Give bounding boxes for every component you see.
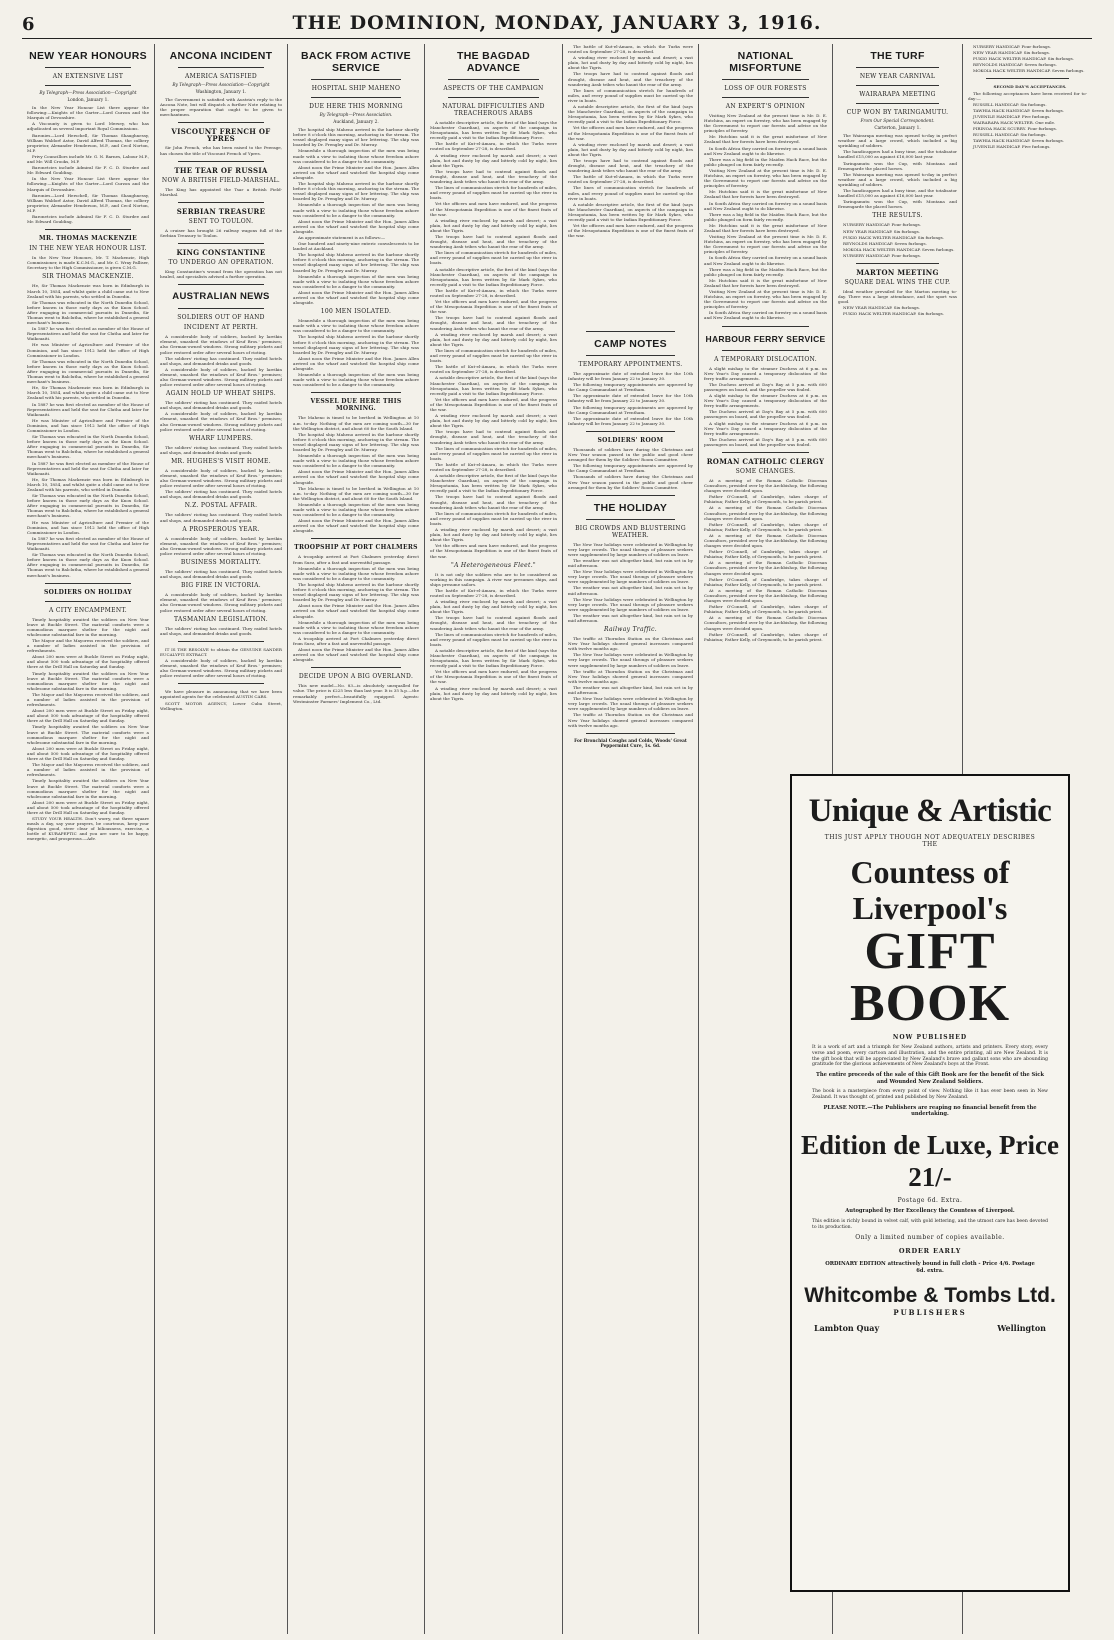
article-subheading: BUSINESS MORTALITY. [180,559,262,567]
article-subheading: SENT TO TOULON. [188,217,254,225]
article-subheading: NOW A BRITISH FIELD-MARSHAL. [161,176,281,184]
article-heading: HARBOUR FERRY SERVICE [705,333,826,344]
article-subheading: SOLDIERS OUT OF HAND [177,314,265,322]
article-subheading: IN THE NEW YEAR HONOUR LIST. [29,245,147,253]
dateline: Washington, January 1. [195,90,247,95]
article-heading: SERBIAN TREASURE [176,206,266,216]
ad-ordinary-edition: ORDINARY EDITION attractively bound in full cloth - Price 4/6. Postage 6d. extra. [825,1261,1035,1274]
gift-book-advertisement [790,774,1070,1592]
ad-publisher-name: Whitcombe & Tombs Ltd. [804,1284,1056,1308]
ad-description: It is a work of art and a triumph for New Zealand authors, artists and printers. Every story, every verse and poem, every cartoon and illustration, and the entire printing, all are New Zealand. It is the gift book that will be appreciated by New Zealand's brave and gallant sons who are abounding gratitude for the glorious achievements of New Zealand's boys at the Front. [812,1045,1048,1068]
article-body: In the New Year Honour List there appear the following:—Knights of the Garter—Lord Curzon and the Marquis of Devonshire. A Viscounty is given to Lord Mersey, who has adjudicated on several important Royal Commissions. Baronies—Lord Herschell, Sir Thomas Shaughnessy, William Waldorf Astor, David Alfred Thomas, the colliery proprietor, Alexander Henderson, M.P., and Cecil Norton, M.P. Privy Councillors include Mr. G. N. Barnes, Labour M.P., and Mr. Will Crooks, M.P. Baronetcies include Admiral Sir F. C. D. Sturdee and Mr. Edward Goulding. In the New Year Honour List there appear the following:—Knights of the Garter—Lord Curzon and the Marquis of Devonshire. Baronies—Lord Herschell, Sir Thomas Shaughnessy, William Waldorf Astor, David Alfred Thomas, the colliery proprietor, Alexander Henderson, M.P., and Cecil Norton, M.P. Baronetcies include Admiral Sir F. C. D. Sturdee and Mr. Edward Goulding. [27,105,149,225]
article-heading: NEW YEAR HONOURS [29,50,147,62]
article-subheading: 100 MEN ISOLATED. [320,308,392,316]
ad-please-note: PLEASE NOTE.—The Publishers are reaping no financial benefit from the undertaking. [823,1104,1037,1117]
article-heading: SOLDIERS' ROOM [597,436,664,444]
article-subheading: A CITY ENCAMPMENT. [48,606,127,614]
page-number: 6 [22,14,35,35]
ad-order-early: ORDER EARLY [898,1247,962,1256]
article-subheading: THE RESULTS. [872,212,923,220]
article-heading: NATIONAL MISFORTUNE [729,50,802,74]
article-heading: CAMP NOTES [594,338,667,350]
article-subheading: NEW YEAR CARNIVAL [859,73,936,80]
article-body: Timely hospitality awaited the soldiers on New Year leave at Buckle Street. The material comforts were a commodious marquee shelter for the night and wholesome substantial fare in the morning. The Mayor and the Mayoress received the soldiers, and a number of ladies assisted in the provision of refreshments. About 200 men were at Buckle Street on Friday night, and about 500 took advantage of the hospitality offered there at the Drill Hall on Saturday and Sunday. Timely hospitality awaited the soldiers on New Year leave at Buckle Street. The material comforts were a commodious marquee shelter for the night and wholesome substantial fare in the morning. The Mayor and the Mayoress received the soldiers, and a number of ladies assisted in the provision of refreshments. About 200 men were at Buckle Street on Friday night, and about 500 took advantage of the hospitality offered there at the Drill Hall on Saturday and Sunday. Timely hospitality awaited the soldiers on New Year leave at Buckle Street. The material comforts were a commodious marquee shelter for the night and wholesome substantial fare in the morning. About 200 men were at Buckle Street on Friday night, and about 500 took advantage of the hospitality offered there at the Drill Hall on Saturday and Sunday. The Mayor and the Mayoress received the soldiers, and a number of ladies assisted in the provision of refreshments. Timely hospitality awaited the soldiers on New Year leave at Buckle Street. The material comforts were a commodious marquee shelter for the night and wholesome substantial fare in the morning. About 200 men were at Buckle Street on Friday night, and about 500 took advantage of the hospitality offered there at the Drill Hall on Saturday and Sunday. STUDY YOUR HEALTH. Don't worry, eat three square meals a day, say your prayers, be courteous, keep your digestion good, steer clear of biliousness, exercise, a bottle of KURAPEPTIC and you are sure to be happy, energetic, and prosperous.—Adv. [27,616,149,842]
ad-tagline: THIS JUST APPLY THOUGH NOT ADEQUATELY DESCRIBES THE [824,834,1036,848]
dateline: London, January 1. [67,98,109,103]
article-heading: BACK FROM ACTIVE SERVICE [301,50,411,74]
article-subheading: TASMANIAN LEGISLATION. [174,615,268,623]
ad-title-gift-book: GIFT BOOK [849,923,1011,1032]
column-2: ANCONA INCIDENT AMERICA SATISFIED By Telegraph—Press Association—Copyright Washington, January 1. The Government is satisfied with Austria's reply to the Ancona Note, but will dispatch a further Note relating to the proper reparation that ought to be given to merchantmen. VISCOUNT FRENCH OF YPRES Sir John French, who has been raised to the Peerage, has chosen the title of Viscount French of Ypres. THE TEAR OF RUSSIA NOW A BRITISH FIELD-MARSHAL. The King has appointed the Tsar a British Field-Marshal. SERBIAN TREASURE SENT TO TOULON. A cruiser has brought 26 railway wagons full of the Serbian Treasury to Toulon. KING CONSTANTINE TO UNDERGO AN OPERATION. King Constantine's wound from the operation has not healed, and specialists advised a further operation. AUSTRALIAN NEWS SOLDIERS OUT OF HAND INCIDENT AT PERTH. A considerable body of soldiers, backed by larrikin element, smashed the windows of Kruf Bros.' premises; also German-owned windows. Strong military pickets and police restored order after several hours of rioting. The soldiers' rioting has continued. They raided hotels and shops, and demanded drinks and goods. A considerable body of soldiers, backed by larrikin element, smashed the windows of Kruf Bros.' premises; also German-owned windows. Strong military pickets and police restored order after several hours of rioting. AGAIN HOLD UP WHEAT SHIPS. The soldiers' rioting has continued. They raided hotels and shops, and demanded drinks and goods. A considerable body of soldiers, backed by larrikin element, smashed the windows of Kruf Bros.' premises; also German-owned windows. Strong military pickets and police restored order after several hours of rioting. WHARF LUMPERS. The soldiers' rioting has continued. They raided hotels and shops, and demanded drinks and goods. MR. HUGHES'S VISIT HOME. A considerable body of soldiers, backed by larrikin element, smashed the windows of Kruf Bros.' premises; also German-owned windows. Strong military pickets and police restored order after several hours of rioting. The soldiers' rioting has continued. They raided hotels and shops, and demanded drinks and goods. N.Z. POSTAL AFFAIR. The soldiers' rioting has continued. They raided hotels and shops, and demanded drinks and goods. A PROSPEROUS YEAR. A considerable body of soldiers, backed by larrikin element, smashed the windows of Kruf Bros.' premises; also German-owned windows. Strong military pickets and police restored order after several hours of rioting. BUSINESS MORTALITY. The soldiers' rioting has continued. They raided hotels and shops, and demanded drinks and goods. BIG FIRE IN VICTORIA. A considerable body of soldiers, backed by larrikin element, smashed the windows of Kruf Bros.' premises; also German-owned windows. Strong military pickets and police restored order after several hours of rioting. TASMANIAN LEGISLATION. The soldiers' rioting has continued. They raided hotels and shops, and demanded drinks and goods. IT IS THE RESOLVE to obtain the GENUINE SANDER EUCALYPTI EXTRACT. A considerable body of soldiers, backed by larrikin element, smashed the windows of Kruf Bros.' premises; also German-owned windows. Strong military pickets and police restored order after several hours of rioting. We have pleasure in announcing that we have been appointed agents for the celebrated AUSTIN CARS. SCOTT MOTOR AGENCY, Lower Cuba Street, Wellington. [155,44,288,1634]
article-heading: SOLDIERS ON HOLIDAY [43,588,133,596]
ad-autograph: Autographed by Her Excellency the Countess of Liverpool. [845,1208,1015,1215]
article-subheading: A TEMPORARY DISLOCATION. [714,355,817,363]
article-heading: THE BAGDAD ADVANCE [457,50,530,74]
ad-postage: Postage 6d. Extra. [897,1197,963,1205]
column-3: BACK FROM ACTIVE SERVICE HOSPITAL SHIP MAHENO DUE HERE THIS MORNING By Telegraph—Press Association. Auckland, January 2. The hospital ship Maheno arrived in the harbour shortly before 8 o'clock this morning, anchoring in the stream. The vessel displayed many signs of her lettering. The ship was boarded by Dr. Frengley and Dr. Murray. Meanwhile a thorough inspection of the men was being made with a view to isolating those whose freedom ashore was considered to be a danger to the community. About noon the Prime Minister and the Hon. James Allen arrived on the wharf and watched the hospital ship come alongside. The hospital ship Maheno arrived in the harbour shortly before 8 o'clock this morning, anchoring in the stream. The vessel displayed many signs of her lettering. The ship was boarded by Dr. Frengley and Dr. Murray. Meanwhile a thorough inspection of the men was being made with a view to isolating those whose freedom ashore was considered to be a danger to the community. About noon the Prime Minister and the Hon. James Allen arrived on the wharf and watched the hospital ship come alongside. An approximate statement is as follows:— One hundred and ninety-nine enteric convalescents to be landed at Auckland. The hospital ship Maheno arrived in the harbour shortly before 8 o'clock this morning, anchoring in the stream. The vessel displayed many signs of her lettering. The ship was boarded by Dr. Frengley and Dr. Murray. Meanwhile a thorough inspection of the men was being made with a view to isolating those whose freedom ashore was considered to be a danger to the community. About noon the Prime Minister and the Hon. James Allen arrived on the wharf and watched the hospital ship come alongside. 100 MEN ISOLATED. Meanwhile a thorough inspection of the men was being made with a view to isolating those whose freedom ashore was considered to be a danger to the community. The hospital ship Maheno arrived in the harbour shortly before 8 o'clock this morning, anchoring in the stream. The vessel displayed many signs of her lettering. The ship was boarded by Dr. Frengley and Dr. Murray. About noon the Prime Minister and the Hon. James Allen arrived on the wharf and watched the hospital ship come alongside. Meanwhile a thorough inspection of the men was being made with a view to isolating those whose freedom ashore was considered to be a danger to the community. VESSEL DUE HERE THIS MORNING. The Maheno is timed to be berthed in Wellington at 10 a.m. to-day. Nothing of the men are coming south—30 for the Wellington district, and about 60 for the South Island. The hospital ship Maheno arrived in the harbour shortly before 8 o'clock this morning, anchoring in the stream. The vessel displayed many signs of her lettering. The ship was boarded by Dr. Frengley and Dr. Murray. Meanwhile a thorough inspection of the men was being made with a view to isolating those whose freedom ashore was considered to be a danger to the community. About noon the Prime Minister and the Hon. James Allen arrived on the wharf and watched the hospital ship come alongside. The Maheno is timed to be berthed in Wellington at 10 a.m. to-day. Nothing of the men are coming south—30 for the Wellington district, and about 60 for the South Island. Meanwhile a thorough inspection of the men was being made with a view to isolating those whose freedom ashore was considered to be a danger to the community. About noon the Prime Minister and the Hon. James Allen arrived on the wharf and watched the hospital ship come alongside. TROOPSHIP AT PORT CHALMERS A troopship arrived at Port Chalmers yesterday direct from Suez, after a fast and uneventful passage. Meanwhile a thorough inspection of the men was being made with a view to isolating those whose freedom ashore was considered to be a danger to the community. The hospital ship Maheno arrived in the harbour shortly before 8 o'clock this morning, anchoring in the stream. The vessel displayed many signs of her lettering. The ship was boarded by Dr. Frengley and Dr. Murray. About noon the Prime Minister and the Hon. James Allen arrived on the wharf and watched the hospital ship come alongside. Meanwhile a thorough inspection of the men was being made with a view to isolating those whose freedom ashore was considered to be a danger to the community. A troopship arrived at Port Chalmers yesterday direct from Suez, after a fast and uneventful passage. About noon the Prime Minister and the Hon. James Allen arrived on the wharf and watched the hospital ship come alongside. DECIDE UPON A BIG OVERLAND. This new model—No. 83—is absolutely unequalled for value. The price is £225 less than last year. It is 35 h.p.—the remarkably perfect—beautifully equipped. Agents: Westminster Farmers' Implement Co., Ltd. [288,44,425,1634]
article-subheading: CUP WON BY TARINGAMUTU. [846,109,949,116]
ad-limited: Only a limited number of copies available. [855,1234,1005,1242]
article-subheading: HOSPITAL SHIP MAHENO [311,85,401,92]
masthead [22,8,1092,39]
article-subheading: VESSEL DUE HERE THIS MORNING. [310,398,402,413]
article-heading: AUSTRALIAN NEWS [172,291,270,303]
dateline: Carterton, January 1. [874,126,921,131]
ad-note: The book is a masterpiece from every point of view. Nothing like it has ever been seen in New Zealand. It was thought of, printed and published by New Zealand. [812,1089,1048,1100]
column-6: NATIONAL MISFORTUNE LOSS OF OUR FORESTS AN EXPERT'S OPINION Visiting New Zealand at the present time is Mr. D. E. Hutchins, an expert on forestry, who has been engaged by the Government to report our forests and advise on the principles of forestry. Mr. Hutchins said it is the great misfortune of New Zealand that her forests have been destroyed. In South Africa they carried on forestry on a sound basis and New Zealand ought to do likewise. There was a big field in the Maiden Hack Race, but the public plunged on form fairly recently. Visiting New Zealand at the present time is Mr. D. E. Hutchins, an expert on forestry, who has been engaged by the Government to report our forests and advise on the principles of forestry. Mr. Hutchins said it is the great misfortune of New Zealand that her forests have been destroyed. In South Africa they carried on forestry on a sound basis and New Zealand ought to do likewise. There was a big field in the Maiden Hack Race, but the public plunged on form fairly recently. Mr. Hutchins said it is the great misfortune of New Zealand that her forests have been destroyed. Visiting New Zealand at the present time is Mr. D. E. Hutchins, an expert on forestry, who has been engaged by the Government to report our forests and advise on the principles of forestry. In South Africa they carried on forestry on a sound basis and New Zealand ought to do likewise. There was a big field in the Maiden Hack Race, but the public plunged on form fairly recently. Mr. Hutchins said it is the great misfortune of New Zealand that her forests have been destroyed. Visiting New Zealand at the present time is Mr. D. E. Hutchins, an expert on forestry, who has been engaged by the Government to report our forests and advise on the principles of forestry. In South Africa they carried on forestry on a sound basis and New Zealand ought to do likewise. HARBOUR FERRY SERVICE A TEMPORARY DISLOCATION. A slight mishap to the steamer Duchess at 6 p.m. on New Year's Day caused a temporary dislocation of the ferry traffic arrangements. The Duchess arrived at Day's Bay at 5 p.m. with 600 passengers on board, and the propeller was fouled. A slight mishap to the steamer Duchess at 6 p.m. on New Year's Day caused a temporary dislocation of the ferry traffic arrangements. The Duchess arrived at Day's Bay at 5 p.m. with 600 passengers on board, and the propeller was fouled. A slight mishap to the steamer Duchess at 6 p.m. on New Year's Day caused a temporary dislocation of the ferry traffic arrangements. The Duchess arrived at Day's Bay at 5 p.m. with 600 passengers on board, and the propeller was fouled. ROMAN CATHOLIC CLERGY SOME CHANGES. At a meeting of the Roman Catholic Diocesan Consultors, presided over by the Archbishop, the following changes were decided upon. Father O'Connell, of Cambridge, takes charge of Pahiatua; Father Kelly, of Greymouth, to be parish priest. At a meeting of the Roman Catholic Diocesan Consultors, presided over by the Archbishop, the following changes were decided upon. Father O'Connell, of Cambridge, takes charge of Pahiatua; Father Kelly, of Greymouth, to be parish priest. At a meeting of the Roman Catholic Diocesan Consultors, presided over by the Archbishop, the following changes were decided upon. Father O'Connell, of Cambridge, takes charge of Pahiatua; Father Kelly, of Greymouth, to be parish priest. At a meeting of the Roman Catholic Diocesan Consultors, presided over by the Archbishop, the following changes were decided upon. Father O'Connell, of Cambridge, takes charge of Pahiatua; Father Kelly, of Greymouth, to be parish priest. At a meeting of the Roman Catholic Diocesan Consultors, presided over by the Archbishop, the following changes were decided upon. Father O'Connell, of Cambridge, takes charge of Pahiatua; Father Kelly, of Greymouth, to be parish priest. At a meeting of the Roman Catholic Diocesan Consultors, presided over by the Archbishop, the following changes were decided upon. Father O'Connell, of Cambridge, takes charge of Pahiatua; Father Kelly, of Greymouth, to be parish priest. [699,44,833,1634]
article-subheading: SQUARE DEAL WINS THE CUP. [844,278,951,286]
byline: By Telegraph—Press Association. [319,113,393,118]
article-body: He, Sir Thomas Mackenzie was born in Edinburgh in March 10, 1854, and whilst quite a child came out to New Zealand with his parents, who settled in Dunedin. Sir Thomas was educated in the North Dunedin School, before known in those early days as the Knox School. After engaging in commercial pursuits in Dunedin, Sir Thomas went to Balclutha, where he established a general merchant's business. In 1887 he was first elected as member of the House of Representatives and held the seat for Clutha and later for Waikouaiti. He was Minister of Agriculture and Premier of the Dominion, and has since 1912 held the office of High Commissioner in London. Sir Thomas was educated in the North Dunedin School, before known in those early days as the Knox School. After engaging in commercial pursuits in Dunedin, Sir Thomas went to Balclutha, where he established a general merchant's business. He, Sir Thomas Mackenzie was born in Edinburgh in March 10, 1854, and whilst quite a child came out to New Zealand with his parents, who settled in Dunedin. In 1887 he was first elected as member of the House of Representatives and held the seat for Clutha and later for Waikouaiti. He was Minister of Agriculture and Premier of the Dominion, and has since 1912 held the office of High Commissioner in London. Sir Thomas was educated in the North Dunedin School, before known in those early days as the Knox School. After engaging in commercial pursuits in Dunedin, Sir Thomas went to Balclutha, where he established a general merchant's business. In 1887 he was first elected as member of the House of Representatives and held the seat for Clutha and later for Waikouaiti. He, Sir Thomas Mackenzie was born in Edinburgh in March 10, 1854, and whilst quite a child came out to New Zealand with his parents, who settled in Dunedin. Sir Thomas was educated in the North Dunedin School, before known in those early days as the Knox School. After engaging in commercial pursuits in Dunedin, Sir Thomas went to Balclutha, where he established a general merchant's business. He was Minister of Agriculture and Premier of the Dominion, and has since 1912 held the office of High Commissioner in London. In 1887 he was first elected as member of the House of Representatives and held the seat for Clutha and later for Waikouaiti. Sir Thomas was educated in the North Dunedin School, before known in those early days as the Knox School. After engaging in commercial pursuits in Dunedin, Sir Thomas went to Balclutha, where he established a general merchant's business. [27,283,149,578]
article-subheading: AN EXPERT'S OPINION [725,103,806,110]
column-1 [22,44,155,1634]
article-subheading: NATURAL DIFFICULTIES AND TREACHEROUS ARABS [442,103,545,117]
dateline: Auckland, January 2. [333,120,379,125]
article-subheading: BIG CROWDS AND BLUSTERING WEATHER. [575,524,686,539]
article-subheading: MR. HUGHES'S VISIT HOME. [171,457,271,465]
ad-binding: This edition is richly bound in velvet calf, with gold lettering, and the utmost care has been devoted to its production. [812,1218,1048,1230]
article-subheading: LOSS OF OUR FORESTS [724,85,807,92]
article-subheading: DECIDE UPON A BIG OVERLAND. [298,673,414,681]
article-heading: ANCONA INCIDENT [169,50,273,62]
article-subheading: ASPECTS OF THE CAMPAIGN [443,85,544,92]
article-subheading: INCIDENT AT PERTH. [183,324,259,332]
ad-address [814,1323,1046,1333]
article-heading: ROMAN CATHOLIC CLERGY [706,456,825,466]
article-heading: MR. THOMAS MACKENZIE [39,235,137,243]
article-subheading: BIG FIRE IN VICTORIA. [181,582,261,590]
article-subheading: "A Heterogeneous Fleet." [451,561,536,569]
article-subheading: N.Z. POSTAL AFFAIR. [184,502,258,510]
ad-publisher-label: PUBLISHERS [893,1308,967,1318]
ad-headline: Unique & Artistic [808,793,1052,829]
article-subheading: WHARF LUMPERS. [188,434,254,442]
byline: By Telegraph—Press Association—Copyright [39,91,137,96]
article-subheading: WAIRARAPA MEETING [859,91,936,98]
article-subheading: AMERICA SATISFIED [185,73,257,80]
column-5: The battle of Kut-el-Amara, in which the Turks were routed on September 27-28, is described. A winding river enclosed by marsh and desert; a vast plain, hot and dusty by day and bitterly cold by night, lies about the Tigris. The troops have had to contend against floods and drought, disease and heat, and the treachery of the wandering Arab tribes who haunt the rear of the army. The lines of communication stretch for hundreds of miles, and every pound of supplies must be carried up the river in boats. A notable descriptive article, the first of the kind (says the Manchester Guardian), on aspects of the campaign in Mesopotamia, has been written by Sir Mark Sykes, who recently paid a visit to the Indian Expeditionary Force. Yet the officers and men have endured, and the progress of the Mesopotamia Expedition is one of the finest feats of the war. A winding river enclosed by marsh and desert; a vast plain, hot and dusty by day and bitterly cold by night, lies about the Tigris. The troops have had to contend against floods and drought, disease and heat, and the treachery of the wandering Arab tribes who haunt the rear of the army. The battle of Kut-el-Amara, in which the Turks were routed on September 27-28, is described. The lines of communication stretch for hundreds of miles, and every pound of supplies must be carried up the river in boats. A notable descriptive article, the first of the kind (says the Manchester Guardian), on aspects of the campaign in Mesopotamia, has been written by Sir Mark Sykes, who recently paid a visit to the Indian Expeditionary Force. Yet the officers and men have endured, and the progress of the Mesopotamia Expedition is one of the finest feats of the war. CAMP NOTES TEMPORARY APPOINTMENTS. The approximate date of extended leave for the 10th Infantry will be from January 22 to January 30. The following temporary appointments are approved by the Camp Commandant at Trentham. The approximate date of extended leave for the 10th Infantry will be from January 22 to January 30. The following temporary appointments are approved by the Camp Commandant at Trentham. The approximate date of extended leave for the 10th Infantry will be from January 22 to January 30. SOLDIERS' ROOM Thousands of soldiers have during the Christmas and New Year season passed in the public and good cheer arranged for them by the Soldiers' Room Committee. The following temporary appointments are approved by the Camp Commandant at Trentham. Thousands of soldiers have during the Christmas and New Year season passed in the public and good cheer arranged for them by the Soldiers' Room Committee. THE HOLIDAY BIG CROWDS AND BLUSTERING WEATHER. The New Year holidays were celebrated in Wellington by very large crowds. The usual throngs of pleasure seekers were supplemented by large numbers of soldiers on leave. The weather was not altogether kind, but rain set in by mid afternoon. The New Year holidays were celebrated in Wellington by very large crowds. The usual throngs of pleasure seekers were supplemented by large numbers of soldiers on leave. The weather was not altogether kind, but rain set in by mid afternoon. The New Year holidays were celebrated in Wellington by very large crowds. The usual throngs of pleasure seekers were supplemented by large numbers of soldiers on leave. The weather was not altogether kind, but rain set in by mid afternoon. Railway Traffic. The traffic at Thorndon Station on the Christmas and New Year holidays showed general increases compared with twelve months ago. The New Year holidays were celebrated in Wellington by very large crowds. The usual throngs of pleasure seekers were supplemented by large numbers of soldiers on leave. The traffic at Thorndon Station on the Christmas and New Year holidays showed general increases compared with twelve months ago. The weather was not altogether kind, but rain set in by mid afternoon. The New Year holidays were celebrated in Wellington by very large crowds. The usual throngs of pleasure seekers were supplemented by large numbers of soldiers on leave. The traffic at Thorndon Station on the Christmas and New Year holidays showed general increases compared with twelve months ago. For Bronchial Coughs and Colds, Woods' Great Peppermint Cure, 1s. 6d. [563,44,699,1634]
article-subheading: TROOPSHIP AT PORT CHALMERS [294,544,418,552]
article-heading: THE HOLIDAY [593,501,668,514]
column-7: THE TURF NEW YEAR CARNIVAL WAIRARAPA MEETING CUP WON BY TARINGAMUTU. From Our Special Correspondent. Carterton, January 1. The Wairarapa meeting was opened to-day in perfect weather and a large crowd, which included a big sprinkling of soldiers. The handicappers had a busy time, and the totalisator handled £15,000 as against £16,000 last year. Taringamutu won the Cup, with Montana and Ermengarde the placed horses. The Wairarapa meeting was opened to-day in perfect weather and a large crowd, which included a big sprinkling of soldiers. The handicappers had a busy time, and the totalisator handled £15,000 as against £16,000 last year. Taringamutu won the Cup, with Montana and Ermengarde the placed horses. THE RESULTS. NURSERY HANDICAP. Four furlongs. NEW YEAR HANDICAP. Six furlongs. PUKIO HACK WELTER HANDICAP. Six furlongs. REYNOLDS HANDICAP. Seven furlongs. MOKOIA HACK WELTER HANDICAP. Seven furlongs. NURSERY HANDICAP. Four furlongs. MARTON MEETING SQUARE DEAL WINS THE CUP. Ideal weather prevailed for the Marton meeting to-day. There was a large attendance, and the sport was good. NEW YEAR HANDICAP. Six furlongs. PUKIO HACK WELTER HANDICAP. Six furlongs. [833,44,963,1634]
column-8: NURSERY HANDICAP. Four furlongs. NEW YEAR HANDICAP. Six furlongs. PUKIO HACK WELTER HANDICAP. Six furlongs. REYNOLDS HANDICAP. Seven furlongs. MOKOIA HACK WELTER HANDICAP. Seven furlongs. SECOND DAY'S ACCEPTANCES. The following acceptances have been received for to-day:— RUSSELL HANDICAP. Six furlongs. TAWHIA HACK HANDICAP. Seven furlongs. JUVENILE HANDICAP. Five furlongs. WAIRARAPA HACK WELTER. One mile. PIRINOA HACK SCURRY. Four furlongs. RUSSELL HANDICAP. Six furlongs. TAWHIA HACK HANDICAP. Seven furlongs. JUVENILE HANDICAP. Five furlongs. [968,44,1087,150]
article-subheading: AN EXTENSIVE LIST [52,73,124,80]
ad-now-published: NOW PUBLISHED [892,1034,968,1041]
article-heading: THE TEAR OF RUSSIA [174,165,268,175]
byline: By Telegraph—Press Association—Copyright [172,83,270,88]
ad-address-street: Lambton Quay [814,1323,880,1334]
masthead-title: THE DOMINION, MONDAY, JANUARY 3, 1916. [292,12,822,34]
article-subheading: SIR THOMAS MACKENZIE. [42,273,134,281]
ad-proceeds: The entire proceeds of the sale of this Gift Book are for the benefit of the Sick and Wounded New Zealand Soldiers. [816,1072,1044,1085]
byline: From Our Special Correspondent. [860,119,935,124]
article-heading: MARTON MEETING [856,267,939,277]
article-subheading: DUE HERE THIS MORNING [309,103,403,110]
article-subheading: A PROSPEROUS YEAR. [182,525,260,533]
col5-footer: For Bronchial Coughs and Colds, Woods' Great Peppermint Cure, 1s. 6d. [574,738,687,749]
article-heading: KING CONSTANTINE [176,248,266,258]
ad-address-city: Wellington [997,1323,1046,1334]
column-4: THE BAGDAD ADVANCE ASPECTS OF THE CAMPAIGN NATURAL DIFFICULTIES AND TREACHEROUS ARABS A notable descriptive article, the first of the kind (says the Manchester Guardian), on aspects of the campaign in Mesopotamia, has been written by Sir Mark Sykes, who recently paid a visit to the Indian Expeditionary Force. The battle of Kut-el-Amara, in which the Turks were routed on September 27-28, is described. A winding river enclosed by marsh and desert; a vast plain, hot and dusty by day and bitterly cold by night, lies about the Tigris. The troops have had to contend against floods and drought, disease and heat, and the treachery of the wandering Arab tribes who haunt the rear of the army. The lines of communication stretch for hundreds of miles, and every pound of supplies must be carried up the river in boats. Yet the officers and men have endured, and the progress of the Mesopotamia Expedition is one of the finest feats of the war. A winding river enclosed by marsh and desert; a vast plain, hot and dusty by day and bitterly cold by night, lies about the Tigris. The troops have had to contend against floods and drought, disease and heat, and the treachery of the wandering Arab tribes who haunt the rear of the army. The lines of communication stretch for hundreds of miles, and every pound of supplies must be carried up the river in boats. A notable descriptive article, the first of the kind (says the Manchester Guardian), on aspects of the campaign in Mesopotamia, has been written by Sir Mark Sykes, who recently paid a visit to the Indian Expeditionary Force. The battle of Kut-el-Amara, in which the Turks were routed on September 27-28, is described. Yet the officers and men have endured, and the progress of the Mesopotamia Expedition is one of the finest feats of the war. The troops have had to contend against floods and drought, disease and heat, and the treachery of the wandering Arab tribes who haunt the rear of the army. A winding river enclosed by marsh and desert; a vast plain, hot and dusty by day and bitterly cold by night, lies about the Tigris. The lines of communication stretch for hundreds of miles, and every pound of supplies must be carried up the river in boats. The battle of Kut-el-Amara, in which the Turks were routed on September 27-28, is described. A notable descriptive article, the first of the kind (says the Manchester Guardian), on aspects of the campaign in Mesopotamia, has been written by Sir Mark Sykes, who recently paid a visit to the Indian Expeditionary Force. Yet the officers and men have endured, and the progress of the Mesopotamia Expedition is one of the finest feats of the war. A winding river enclosed by marsh and desert; a vast plain, hot and dusty by day and bitterly cold by night, lies about the Tigris. The troops have had to contend against floods and drought, disease and heat, and the treachery of the wandering Arab tribes who haunt the rear of the army. The lines of communication stretch for hundreds of miles, and every pound of supplies must be carried up the river in boats. The battle of Kut-el-Amara, in which the Turks were routed on September 27-28, is described. A notable descriptive article, the first of the kind (says the Manchester Guardian), on aspects of the campaign in Mesopotamia, has been written by Sir Mark Sykes, who recently paid a visit to the Indian Expeditionary Force. The troops have had to contend against floods and drought, disease and heat, and the treachery of the wandering Arab tribes who haunt the rear of the army. The lines of communication stretch for hundreds of miles, and every pound of supplies must be carried up the river in boats. A winding river enclosed by marsh and desert; a vast plain, hot and dusty by day and bitterly cold by night, lies about the Tigris. Yet the officers and men have endured, and the progress of the Mesopotamia Expedition is one of the finest feats of the war. "A Heterogeneous Fleet." It is not only the soldiers who are to be considered as working in this campaign. A river war presumes ships, and ships presume sailors. The battle of Kut-el-Amara, in which the Turks were routed on September 27-28, is described. A winding river enclosed by marsh and desert; a vast plain, hot and dusty by day and bitterly cold by night, lies about the Tigris. The troops have had to contend against floods and drought, disease and heat, and the treachery of the wandering Arab tribes who haunt the rear of the army. The lines of communication stretch for hundreds of miles, and every pound of supplies must be carried up the river in boats. A notable descriptive article, the first of the kind (says the Manchester Guardian), on aspects of the campaign in Mesopotamia, has been written by Sir Mark Sykes, who recently paid a visit to the Indian Expeditionary Force. Yet the officers and men have endured, and the progress of the Mesopotamia Expedition is one of the finest feats of the war. A winding river enclosed by marsh and desert; a vast plain, hot and dusty by day and bitterly cold by night, lies about the Tigris. [425,44,563,1634]
article-heading: THE TURF [870,50,925,62]
article-subheading: TEMPORARY APPOINTMENTS. [578,361,683,368]
article-subheading: SOME CHANGES. [735,467,796,475]
ad-title: Countess of Liverpool's [850,854,1010,926]
article-subheading: TO UNDERGO AN OPERATION. [168,259,274,267]
article-heading: VISCOUNT FRENCH OF YPRES [171,127,271,144]
article-body: In the New Year Honours, Mr. T. Mackenzie, High Commissioner, is made K.C.M.G., and Mr. C. Wray Palliser, Secretary to the High Commissioner, is given C.M.G. [27,255,149,271]
article-subheading: AGAIN HOLD UP WHEAT SHIPS. [166,390,276,398]
article-subheading: Railway Traffic. [604,626,657,634]
ad-edition-price: Edition de Luxe, Price 21/- [801,1130,1059,1193]
